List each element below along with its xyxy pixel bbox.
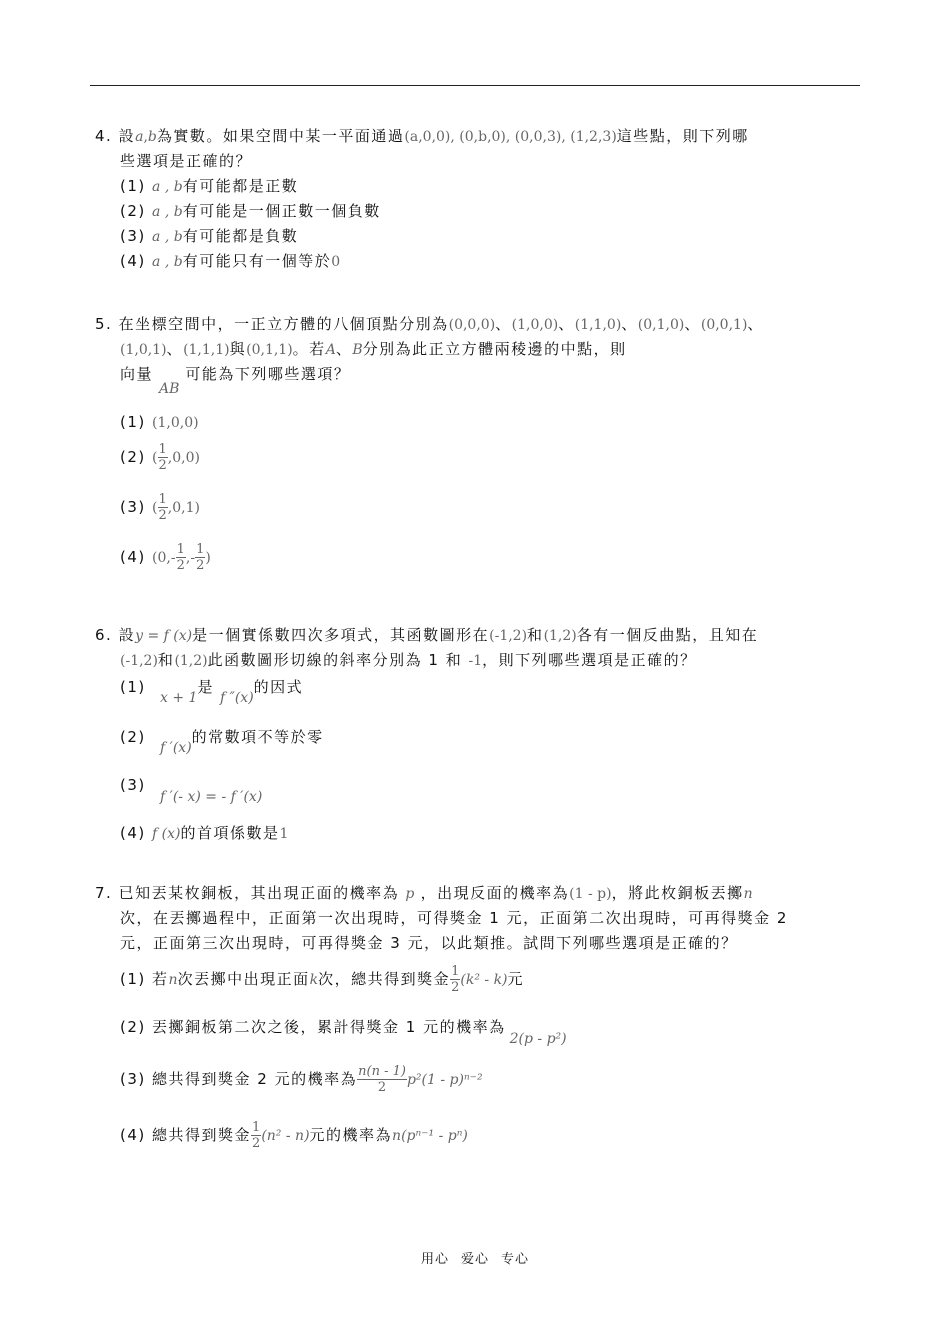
q5-text: 與	[229, 340, 247, 358]
option-text: 總共得到獎金	[152, 1126, 252, 1144]
option-math: (1,0,0)	[152, 415, 199, 431]
q4-text: 設	[118, 127, 136, 145]
numerator: n(n - 1)	[358, 1064, 406, 1079]
q6-point: (1,2)	[174, 653, 208, 669]
q4-option-1	[95, 175, 865, 200]
fraction	[158, 442, 168, 473]
option-math: a , b	[152, 179, 183, 195]
option-text: 有可能都是正數	[182, 177, 299, 195]
numerator: 1	[158, 442, 167, 457]
option-math: a , b	[152, 229, 183, 245]
q5-line-1	[95, 313, 865, 338]
q6-point: (1,2)	[543, 628, 577, 644]
footer-text: 用心	[420, 1252, 449, 1267]
fraction	[450, 964, 460, 995]
option-math: a , b	[152, 204, 183, 220]
option-text: 丟擲銅板第二次之後，累計得獎金 1 元的機率為	[152, 1018, 506, 1036]
option-text: 的常數項不等於零	[191, 728, 324, 746]
q4-points: (a,0,0), (0,b,0), (0,0,3), (1,2,3)	[404, 129, 617, 145]
vertex: (1,0,0)	[511, 317, 559, 333]
vertex: (1,1,1)	[183, 342, 230, 358]
q7-math: (1 - p)	[569, 886, 612, 902]
q6-text: 是一個實係數四次多項式，其函數圖形在	[192, 626, 490, 644]
option-text: 次丟擲中出現正面	[177, 970, 310, 988]
option-math: (n² - n)	[261, 1128, 310, 1144]
q6-text: 此函數圖形切線的斜率分別為 1 和	[207, 651, 463, 669]
separator: 、	[558, 315, 575, 333]
q6-option-3	[120, 776, 263, 805]
point-b: B	[352, 342, 363, 358]
q6-option-1	[120, 676, 304, 706]
option-label: (2)	[120, 202, 146, 220]
option-label: (4)	[120, 1126, 146, 1144]
option-label: (3)	[120, 498, 146, 516]
separator: 、	[621, 315, 638, 333]
option-math: p²(1 - p)ⁿ⁻²	[406, 1072, 483, 1088]
option-math: f ′(- x) = - f ′(x)	[160, 789, 263, 805]
option-text: 總共得到獎金 2 元的機率為	[152, 1070, 358, 1088]
option-math: ,0,1)	[167, 500, 200, 516]
q7-option-4	[120, 1120, 468, 1151]
option-label: (4)	[120, 252, 146, 270]
q4-number: 4.	[95, 127, 113, 145]
q7-line-1	[95, 882, 865, 907]
q6-number: 6.	[95, 626, 113, 644]
option-math: ,0,0)	[167, 450, 200, 466]
option-math: n(pⁿ⁻¹ - pⁿ)	[392, 1128, 468, 1144]
q6-point: (-1,2)	[120, 653, 158, 669]
q6-text: 各有一個反曲點，且知在	[576, 626, 759, 644]
q4-text: 為實數。如果空間中某一平面通過	[156, 127, 405, 145]
numerator: 1	[252, 1120, 261, 1135]
option-text: 有可能是一個正數一個負數	[182, 202, 381, 220]
q6-text: 設	[118, 626, 136, 644]
numerator: 1	[158, 492, 167, 507]
q4-var-a: a	[135, 129, 144, 145]
q6-equation: y = f (x)	[135, 628, 193, 644]
q6-point: (-1,2)	[489, 628, 528, 644]
header-rule	[90, 85, 860, 86]
vertex: (0,1,1)	[246, 342, 293, 358]
option-math: f (x)	[152, 826, 181, 842]
q5-number: 5.	[95, 315, 113, 333]
q5-option-4	[120, 542, 211, 573]
question-4	[95, 125, 865, 275]
option-math: (	[152, 500, 158, 516]
q7-line-3: 元，正面第三次出現時，可再得獎金 3 元，以此類推。試問下列哪些選項是正確的？	[120, 934, 738, 952]
q4-var-b: b	[147, 129, 157, 145]
q5-line-3	[95, 363, 865, 397]
q4-text: 這些點，則下列哪	[616, 127, 749, 145]
option-text: 是	[197, 678, 214, 696]
vertex: (0,0,0)	[448, 317, 496, 333]
option-math: 0	[331, 254, 341, 270]
option-math: 1	[279, 826, 289, 842]
denominator: 2	[451, 980, 460, 995]
option-label: (4)	[120, 824, 146, 842]
q5-text: 在坐標空間中，一正立方體的八個頂點分別為	[118, 315, 449, 333]
page-footer	[0, 1248, 950, 1267]
q5-text: 向量	[120, 365, 154, 383]
q5-option-1	[120, 413, 199, 431]
vertex: (0,1,0)	[637, 317, 685, 333]
option-math: )	[205, 550, 211, 566]
q5-line-2	[95, 338, 865, 363]
option-math: x + 1	[160, 690, 198, 706]
q6-line-1	[95, 624, 865, 649]
vertex: (1,0,1)	[120, 342, 167, 358]
q5-text: 分別為此正立方體兩稜邊的中點，則	[362, 340, 627, 358]
option-text: 若	[152, 970, 169, 988]
footer-text: 爱心	[460, 1252, 489, 1267]
fraction	[357, 1064, 407, 1095]
q7-option-2	[120, 1016, 567, 1047]
denominator: 2	[252, 1136, 261, 1151]
q6-text: 和	[157, 651, 175, 669]
q4-option-3	[95, 225, 865, 250]
q5-option-3	[120, 492, 200, 523]
q7-text: 已知丟某枚銅板，其出現正面的機率為	[118, 884, 400, 902]
option-label: (1)	[120, 970, 146, 988]
option-text: 元的機率為	[309, 1126, 393, 1144]
q4-line-1	[95, 125, 865, 150]
option-text: 次，總共得到獎金	[318, 970, 451, 988]
fraction	[158, 492, 168, 523]
q6-math: -1	[468, 653, 483, 669]
numerator: 1	[176, 542, 185, 557]
fraction	[176, 542, 186, 573]
q7-text: ，將此枚銅板丟擲	[611, 884, 744, 902]
separator: 、	[335, 340, 353, 358]
separator: 、	[166, 340, 184, 358]
option-label: (1)	[120, 678, 146, 696]
numerator: 1	[196, 542, 205, 557]
option-math: 2(p - p²)	[509, 1031, 567, 1047]
option-math: a , b	[152, 254, 183, 270]
option-text: 的首項係數是	[180, 824, 280, 842]
vertex: (1,1,0)	[574, 317, 622, 333]
separator: 、	[684, 315, 701, 333]
option-label: (1)	[120, 413, 146, 431]
option-label: (4)	[120, 548, 146, 566]
separator: 、	[495, 315, 512, 333]
denominator: 2	[196, 558, 205, 573]
q5-text: 可能為下列哪些選項？	[185, 365, 351, 383]
q4-option-2	[95, 200, 865, 225]
option-math: k	[309, 972, 319, 988]
question-5	[95, 313, 865, 397]
option-text: 元	[507, 970, 525, 988]
option-text: 有可能只有一個等於	[182, 252, 332, 270]
q6-text: 和	[527, 626, 544, 644]
question-6	[95, 624, 865, 674]
q7-line-2: 次，在丟擲過程中，正面第一次出現時，可得獎金 1 元，正面第二次出現時，可再得獎金 2	[120, 909, 788, 927]
q5-text: 。若	[292, 340, 326, 358]
option-math: (0,-	[152, 550, 176, 566]
option-math: f ″(x)	[219, 690, 254, 706]
q7-text: ，出現反面的機率為	[420, 884, 570, 902]
separator: 、	[747, 315, 764, 333]
q7-option-3	[120, 1064, 483, 1095]
q7-number: 7.	[95, 884, 113, 902]
q6-text: ，則下列哪些選項是正確的？	[482, 651, 697, 669]
q7-math: p	[405, 886, 415, 902]
option-math: f ′(x)	[160, 740, 192, 756]
vertex: (0,0,1)	[700, 317, 748, 333]
fraction	[251, 1120, 261, 1151]
option-text: 有可能都是負數	[182, 227, 299, 245]
vector-ab: AB	[159, 381, 180, 397]
q6-option-4	[120, 822, 288, 843]
option-label: (1)	[120, 177, 146, 195]
option-label: (3)	[120, 1070, 146, 1088]
q5-option-2	[120, 442, 200, 473]
option-label: (3)	[120, 227, 146, 245]
option-math: n	[168, 972, 178, 988]
q7-math: n	[743, 886, 753, 902]
option-label: (2)	[120, 448, 146, 466]
option-math: ,-	[185, 550, 196, 566]
denominator: 2	[158, 508, 167, 523]
q4-comma: ,	[143, 129, 148, 145]
option-math: (k² - k)	[460, 972, 508, 988]
option-math: (	[152, 450, 158, 466]
option-label: (2)	[120, 728, 146, 746]
q6-option-2	[120, 726, 324, 756]
denominator: 2	[176, 558, 185, 573]
q4-option-4	[95, 250, 865, 275]
numerator: 1	[451, 964, 460, 979]
option-text: 的因式	[253, 678, 304, 696]
option-label: (3)	[120, 776, 146, 794]
q7-option-1	[120, 964, 524, 995]
denominator: 2	[158, 458, 167, 473]
q6-line-2	[95, 649, 865, 674]
footer-text: 专心	[501, 1252, 530, 1267]
denominator: 2	[377, 1080, 387, 1095]
question-7	[95, 882, 865, 957]
fraction	[195, 542, 205, 573]
point-a: A	[325, 342, 336, 358]
q4-line-2: 些選項是正確的？	[120, 152, 253, 170]
option-label: (2)	[120, 1018, 146, 1036]
